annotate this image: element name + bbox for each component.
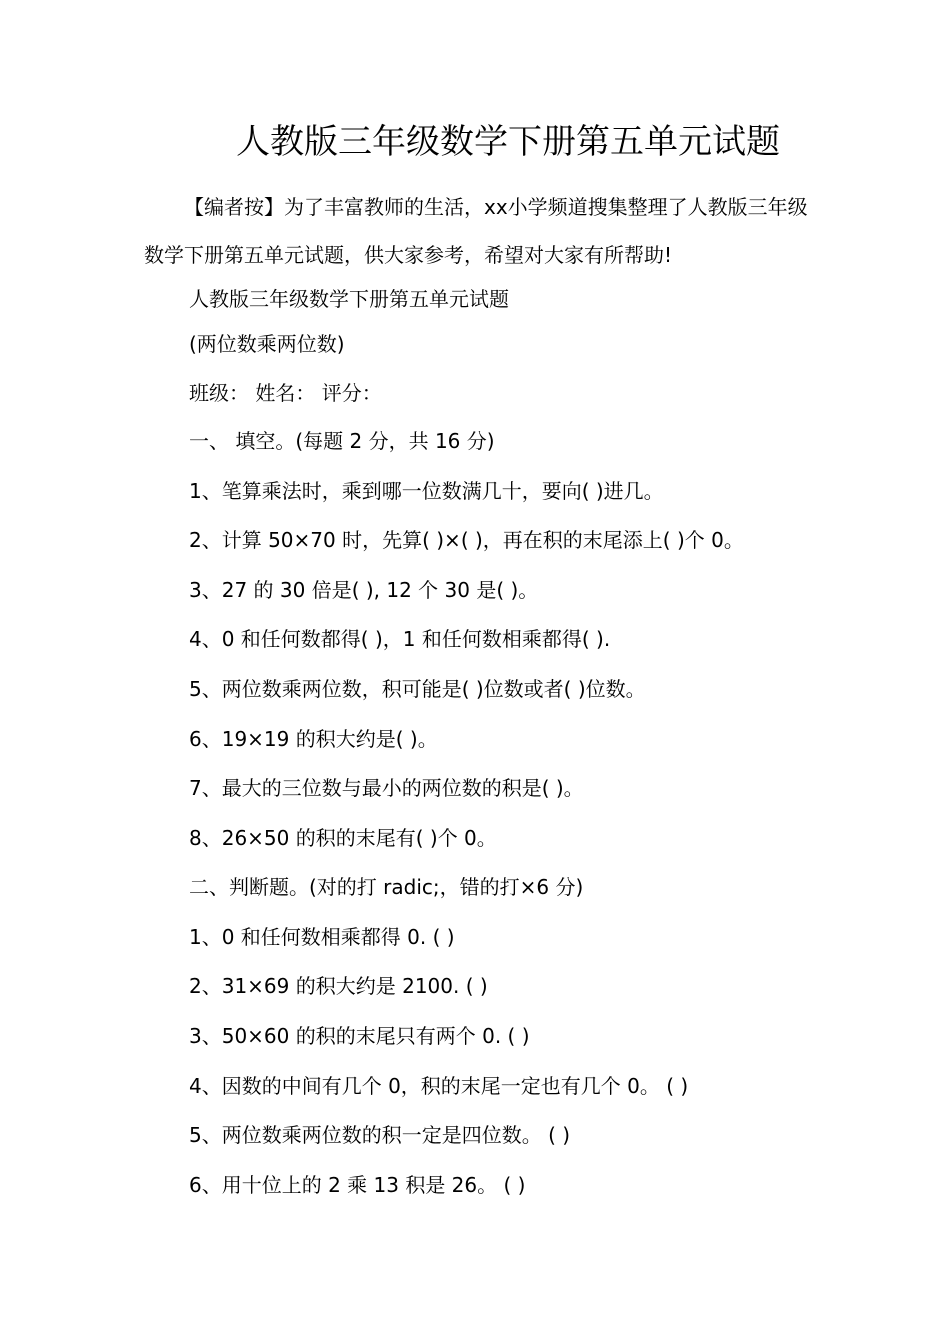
question-item: 3、50×60 的积的末尾只有两个 0. ( ) — [189, 1024, 530, 1048]
subtitle: 人教版三年级数学下册第五单元试题 — [189, 287, 509, 311]
question-item: 1、笔算乘法时，乘到哪一位数满几十，要向( )进几。 — [189, 479, 664, 503]
question-item: 6、19×19 的积大约是( )。 — [189, 727, 438, 751]
question-item: 5、两位数乘两位数，积可能是( )位数或者( )位数。 — [189, 677, 646, 701]
question-item: 4、0 和任何数都得( )，1 和任何数相乘都得( ). — [189, 627, 611, 651]
question-item: 4、因数的中间有几个 0，积的末尾一定也有几个 0。 ( ) — [189, 1074, 689, 1098]
question-item: 2、31×69 的积大约是 2100. ( ) — [189, 974, 488, 998]
section-heading-fill-blank: 一、 填空。(每题 2 分，共 16 分) — [189, 429, 495, 453]
unit-topic: (两位数乘两位数) — [189, 332, 345, 356]
section-heading-true-false: 二、判断题。(对的打 radic;，错的打×6 分) — [189, 875, 584, 899]
student-info-line: 班级： 姓名： 评分： — [189, 381, 382, 405]
question-item: 6、用十位上的 2 乘 13 积是 26。 ( ) — [189, 1173, 526, 1197]
question-item: 2、计算 50×70 时，先算( )×( )，再在积的末尾添上( )个 0。 — [189, 528, 744, 552]
editor-note: 【编者按】为了丰富教师的生活，xx小学频道搜集整理了人教版三年级数学下册第五单元试题，供大家参考，希望对大家有所帮助! — [144, 195, 808, 267]
question-item: 3、27 的 30 倍是( ), 12 个 30 是( )。 — [189, 578, 539, 602]
question-item: 5、两位数乘两位数的积一定是四位数。 ( ) — [189, 1123, 571, 1147]
question-item: 1、0 和任何数相乘都得 0. ( ) — [189, 925, 455, 949]
question-item: 8、26×50 的积的末尾有( )个 0。 — [189, 826, 497, 850]
document-title: 人教版三年级数学下册第五单元试题 — [236, 122, 780, 162]
question-item: 7、最大的三位数与最小的两位数的积是( )。 — [189, 776, 584, 800]
